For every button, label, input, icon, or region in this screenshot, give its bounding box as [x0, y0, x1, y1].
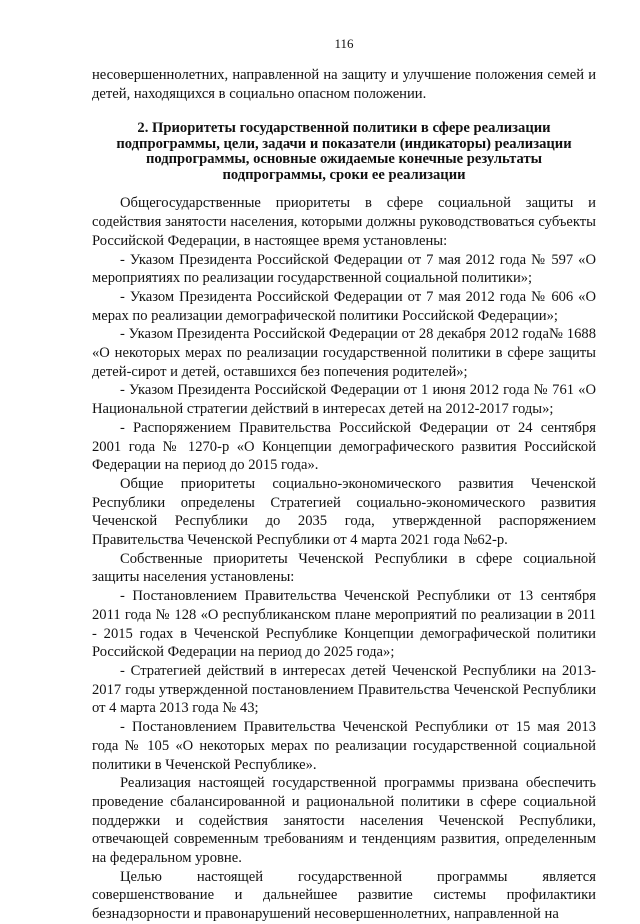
list-item: - Стратегией действий в интересах детей Чеченской Республики на 2013-2017 годы утвержденной постановлением Правительства Чеченской Республики от 4 марта 2013 года № 43; [92, 662, 596, 717]
body-paragraph: Общегосударственные приоритеты в сфере социальной защиты и содействия занятости населения, которыми должны руководствоваться субъекты Российской Федерации, в настоящее время установлены: [92, 195, 596, 249]
section-heading-line: подпрограммы, основные ожидаемые конечные результаты [145, 151, 543, 168]
continuation-paragraph: несовершеннолетних, направленной на защиту и улучшение положения семей и детей, находящихся в социально опасном положении. [92, 67, 596, 102]
section-heading-line: подпрограммы, сроки ее реализации [222, 166, 466, 183]
list-item: - Распоряжением Правительства Российской Федерации от 24 сентября 2001 года № 1270-р «О Концепции демографического развития Российской Федерации на период до 2015 года». [92, 419, 596, 474]
body-paragraph: Общие приоритеты социально-экономического развития Чеченской Республики определены Стратегией социально-экономического развития Чеченской Республики до 2035 года, утвержденной распоряжением Правительства Чеченской Республики от 4 марта 2021 года №62-р. [92, 475, 596, 549]
body-paragraph: Реализация настоящей государственной программы призвана обеспечить проведение сбалансированной и рациональной политики в сфере социальной поддержки и содействия занятости населения Чеченской Республики, отвечающей современным требованиям и тенденциям развития, определенным на федеральном уровне. [92, 775, 596, 867]
list-item: - Указом Президента Российской Федерации от 1 июня 2012 года № 761 «О Национальной стратегии действий в интересах детей на 2012-2017 годы»; [92, 382, 596, 418]
page-number: 116 [334, 36, 354, 51]
body-paragraph: Целью настоящей государственной программы является совершенствование и дальнейшее развитие системы профилактики безнадзорности и правонарушений несовершеннолетних, направленной на [92, 868, 596, 923]
list-item: - Указом Президента Российской Федерации от 28 декабря 2012 года№ 1688 «О некоторых мерах по реализации государственной политики в сфере защиты детей-сирот и детей, оставшихся без попечения родителей»; [92, 326, 596, 380]
list-item: - Постановлением Правительства Чеченской Республики от 13 сентября 2011 года № 128 «О республиканском плане мероприятий по реализации в 2011 - 2015 годах в Чеченской Республике Концепции демографической политики Российской Федерации на период до 2025 года»; [92, 588, 596, 661]
list-item: - Указом Президента Российской Федерации от 7 мая 2012 года № 606 «О мерах по реализации демографической политики Российской Федерации»; [92, 288, 596, 324]
list-item: - Постановлением Правительства Чеченской Республики от 15 мая 2013 года № 105 «О некоторых мерах по реализации государственной социальной политики в Чеченской Республике». [92, 719, 596, 773]
section-heading-line: 2. Приоритеты государственной политики в сфере реализации [137, 120, 551, 137]
list-item: - Указом Президента Российской Федерации от 7 мая 2012 года № 597 «О мероприятиях по реализации государственной социальной политики»; [92, 251, 596, 287]
body-paragraph: Собственные приоритеты Чеченской Республики в сфере социальной защиты населения установлены: [92, 550, 596, 586]
section-heading [92, 121, 596, 183]
section-heading-line: подпрограммы, цели, задачи и показатели (индикаторы) реализации [116, 135, 572, 152]
